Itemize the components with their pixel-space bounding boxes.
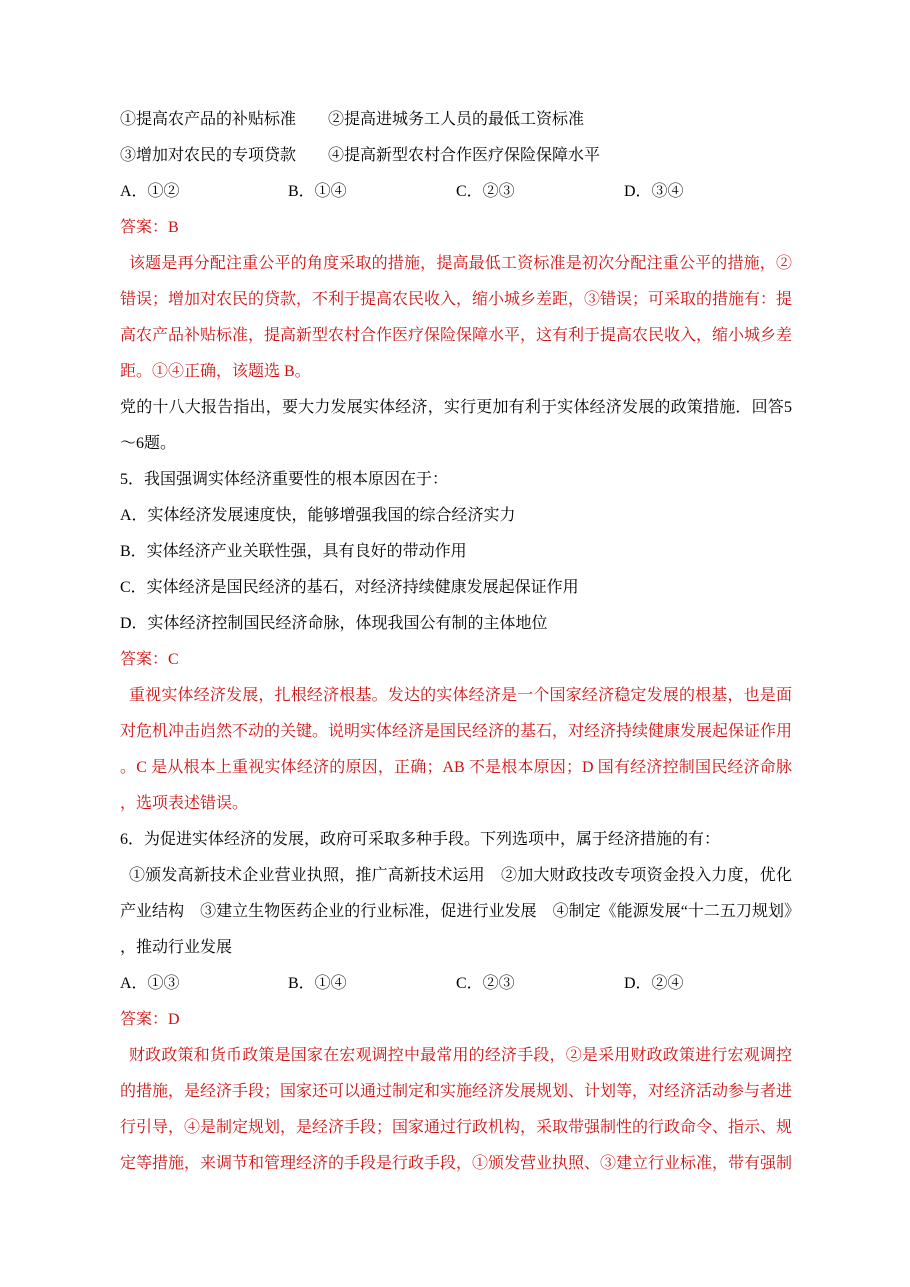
answer-label: 答案：B [120,219,179,236]
question-text: A．实体经济发展速度快，能够增强我国的综合经济实力 [120,507,516,524]
answer-explanation: 重视实体经济发展，扎根经济根基。发达的实体经济是一个国家经济稳定发展的根基，也是面对危机冲击岿然不动的关键。说明实体经济是国民经济的基石，对经济持续健康发展起保证作用。C 是从根本上重视实体经济的原因，正确；AB 不是根本原因；D 国有经济控制国民经济命脉，选项表述错误。 [120,687,793,812]
question-text: D．实体经济控制国民经济命脉，体现我国公有制的主体地位 [120,615,548,632]
option-choice: B．①④ [288,975,347,992]
option-choice: A．①③ [120,975,180,992]
answer-label: 答案：C [120,651,179,668]
option-choice: D．②④ [624,975,684,992]
answer-label: 答案：D [120,1011,180,1028]
question-text: B．实体经济产业关联性强，具有良好的带动作用 [120,543,467,560]
options-row [120,966,792,1002]
option-choice: C．②③ [456,183,515,200]
question-text: 5．我国强调实体经济重要性的根本原因在于： [120,471,449,488]
option-choice: A．①② [120,183,180,200]
question-text: 6．为促进实体经济的发展，政府可采取多种手段。下列选项中，属于经济措施的有： [120,831,721,848]
options-row [120,174,792,210]
question-text: ③增加对农民的专项贷款 ④提高新型农村合作医疗保险保障水平 [120,147,601,164]
option-choice: B．①④ [288,183,347,200]
document-content [120,102,792,1182]
answer-explanation: 财政政策和货币政策是国家在宏观调控中最常用的经济手段，②是采用财政政策进行宏观调控的措施，是经济手段；国家还可以通过制定和实施经济发展规划、计划等，对经济活动参与者进行引导，④是制定规划，是经济手段；国家通过行政机构，采取带强制性的行政命令、指示、规定等措施，来调节和管理经济的手段是行政手段，①颁发营业执照、③建立行业标准，带有强制 [120,1047,793,1172]
question-text: C．实体经济是国民经济的基石，对经济持续健康发展起保证作用 [120,579,579,596]
option-choice: C．②③ [456,975,515,992]
question-text: ①提高农产品的补贴标准 ②提高进城务工人员的最低工资标准 [120,111,585,128]
question-text: ①颁发高新技术企业营业执照，推广高新技术运用 ②加大财政技改专项资金投入力度，优化产业结构 ③建立生物医药企业的行业标准，促进行业发展 ④制定《能源发展“十二五刀规划》，推动行业发展 [120,867,792,956]
option-choice: D．③④ [624,183,684,200]
answer-explanation: 该题是再分配注重公平的角度采取的措施，提高最低工资标准是初次分配注重公平的措施，②错误；增加对农民的贷款，不利于提高农民收入，缩小城乡差距，③错误；可采取的措施有：提高农产品补贴标准，提高新型农村合作医疗保险保障水平，这有利于提高农民收入，缩小城乡差距。①④正确，该题选 B。 [120,255,793,380]
question-text: 党的十八大报告指出，要大力发展实体经济，实行更加有利于实体经济发展的政策措施．回答5～6题。 [120,399,792,452]
